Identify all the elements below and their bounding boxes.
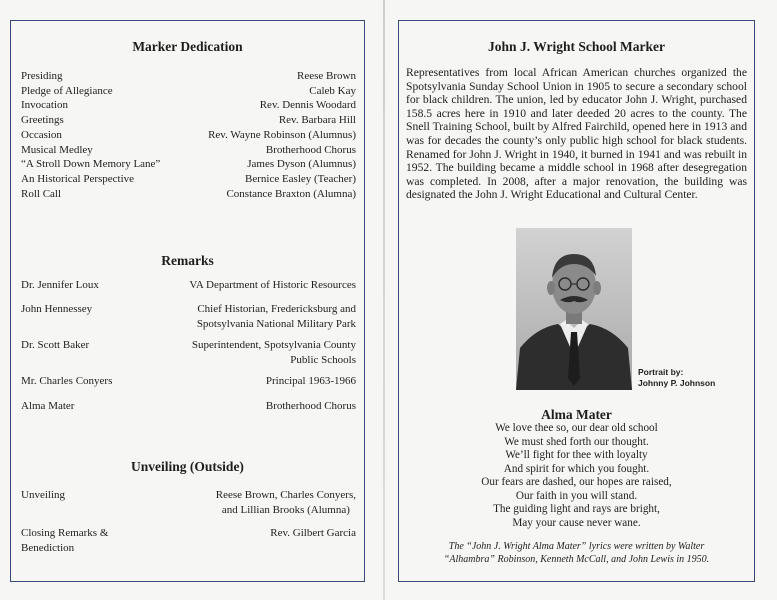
program-item-label: Presiding bbox=[21, 70, 63, 82]
lyric-line: And spirit for which you fought. bbox=[503, 462, 650, 475]
alma-mater-heading: Alma Mater bbox=[541, 407, 612, 422]
unveiling-value bbox=[216, 488, 356, 517]
lyric-line: May your cause never wane. bbox=[512, 516, 641, 529]
unveiling-item bbox=[21, 488, 356, 518]
program-item-label: “A Stroll Down Memory Lane” bbox=[21, 158, 161, 171]
unveiling-label bbox=[21, 526, 108, 555]
program-item-label: Invocation bbox=[21, 99, 69, 112]
program-item-label: An Historical Perspective bbox=[21, 172, 135, 185]
remarks-title-line: Superintendent, Spotsylvania County bbox=[191, 339, 356, 351]
program-item-value: Rev. Dennis Woodard bbox=[259, 99, 356, 112]
remarks-item bbox=[21, 338, 356, 368]
program-item-label: Occasion bbox=[21, 128, 62, 141]
portrait-photo bbox=[516, 228, 632, 390]
program-item-value: Rev. Wayne Robinson (Alumnus) bbox=[208, 128, 356, 141]
remarks-speaker: John Hennessey bbox=[21, 303, 93, 315]
program-item-value: Caleb Kay bbox=[309, 84, 356, 97]
program-item-label: Roll Call bbox=[21, 187, 62, 200]
portrait-caption-line: Portrait by: bbox=[638, 367, 684, 377]
remarks-speaker: Mr. Charles Conyers bbox=[21, 375, 113, 387]
lyric-line: We love thee so, our dear old school bbox=[495, 422, 658, 434]
program-item-value: James Dyson (Alumnus) bbox=[247, 158, 356, 171]
unveiling-label-line: Closing Remarks & bbox=[21, 527, 109, 539]
unveiling-value: Rev. Gilbert Garcia bbox=[270, 527, 356, 539]
note-line: The “John J. Wright Alma Mater” lyrics were written by Walter bbox=[448, 541, 705, 552]
program-item-label: Greetings bbox=[21, 114, 64, 127]
marker-dedication-heading: Marker Dedication bbox=[132, 39, 243, 54]
lyric-line: We must shed forth our thought. bbox=[504, 435, 649, 448]
program-item-label: Musical Medley bbox=[21, 143, 93, 156]
remarks-item bbox=[21, 302, 356, 332]
note-line: “Alhambra” Robinson, Kenneth McCall, and John Lewis in 1950. bbox=[443, 553, 710, 565]
remarks-title-line: Public Schools bbox=[290, 353, 356, 366]
remarks-title: VA Department of Historic Resources bbox=[189, 279, 356, 291]
lyric-line: We’ll fight for thee with loyalty bbox=[505, 449, 648, 461]
lyric-line: The guiding light and rays are bright, bbox=[493, 503, 660, 515]
program-panel bbox=[10, 20, 365, 582]
remarks-heading: Remarks bbox=[161, 253, 214, 268]
unveiling-item bbox=[21, 526, 356, 556]
unveiling-heading: Unveiling (Outside) bbox=[131, 459, 244, 474]
portrait-caption bbox=[638, 367, 715, 389]
lyric-line: Our fears are dashed, our hopes are raised, bbox=[481, 476, 672, 488]
program-item-value: Rev. Barbara Hill bbox=[278, 114, 356, 127]
lyrics-credit-note bbox=[407, 541, 746, 566]
remarks-title: Principal 1963-1966 bbox=[265, 375, 356, 387]
unveiling-label-line: Benediction bbox=[21, 541, 75, 554]
unveiling-value-line: and Lillian Brooks (Alumna) bbox=[221, 503, 350, 516]
remarks-title-line: Spotsylvania National Military Park bbox=[196, 317, 356, 330]
program-item-value: Brotherhood Chorus bbox=[265, 143, 356, 156]
program-item-value: Reese Brown bbox=[297, 70, 356, 82]
unveiling-value-line: Reese Brown, Charles Conyers, bbox=[215, 489, 356, 501]
lyric-line: Our faith in you will stand. bbox=[515, 489, 638, 502]
marker-panel bbox=[398, 20, 755, 582]
marker-text: Representatives from local African American churches organized the Spotsylvania Sunday School Union in 1905 to secure a secondary school for black children. The union, led by educator John J. Wright, purchased 158.5 acres here in 1910 and later deeded 20 acres to the county. The Snell Training School, built by Alfred Fairchild, opened here in 1913 and was for decades the county’s only public high school for black students. Renamed for John J. Wright in 1940, it burned in 1941 and was rebuilt in 1952. The building became a middle school in 1968 after desegregation was completed. In 2008, after a major renovation, the building was designated the John J. Wright Educational and Cultural Center. bbox=[406, 66, 747, 202]
remarks-title bbox=[197, 302, 356, 331]
remarks-title: Brotherhood Chorus bbox=[265, 400, 356, 412]
page-fold bbox=[383, 0, 385, 600]
remarks-title-line: Chief Historian, Fredericksburg and bbox=[197, 303, 356, 315]
marker-heading: John J. Wright School Marker bbox=[488, 39, 665, 54]
portrait-artist: Johnny P. Johnson bbox=[638, 378, 716, 388]
remarks-speaker: Dr. Scott Baker bbox=[21, 339, 90, 351]
program-item-label: Pledge of Allegiance bbox=[21, 84, 113, 97]
unveiling-label: Unveiling bbox=[21, 489, 65, 501]
portrait-illustration bbox=[516, 228, 632, 390]
remarks-title bbox=[192, 338, 356, 367]
remarks-speaker: Dr. Jennifer Loux bbox=[21, 279, 99, 291]
program-item-value: Bernice Easley (Teacher) bbox=[245, 172, 356, 185]
program-item-value: Constance Braxton (Alumna) bbox=[226, 187, 356, 200]
remarks-speaker: Alma Mater bbox=[21, 400, 75, 412]
alma-mater-lyrics bbox=[399, 422, 754, 530]
